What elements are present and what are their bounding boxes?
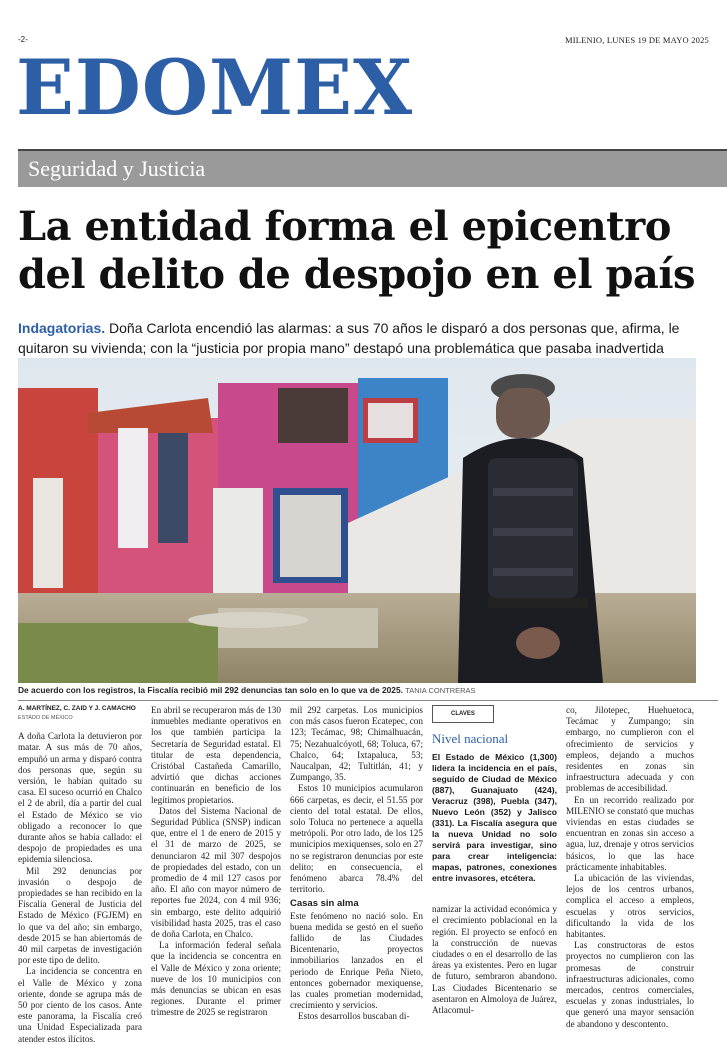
headline-line-1: La entidad forma el epicentro (18, 203, 671, 250)
paragraph: La incidencia se concentra en el Valle de México y zona oriente, donde se agrupa más de 50 por ciento de los casos. Ante este panorama, la Fiscalía creó una Unidad Especializada para atender estos ilícitos. (18, 966, 142, 1044)
paragraph: mil 292 carpetas. Los municipios con más casos fueron Ecatepec, con 123; Tecámac, 98; Chimalhuacán, 75; Nezahualcóyotl, 68; Toluca, 67; Chalco, 64; Ixtapaluca, 53; Naucalpan, 42; Tultitlán, 41; y Zumpango, 35. (290, 705, 423, 783)
paragraph: Estos 10 municipios acumularon 666 carpetas, es decir, el 51.55 por ciento del total estatal. De ellos, solo Toluca no pertenece a aquella metrópoli. Por otro lado, de los 125 municipios mexiquenses, solo en 27 no se registraron denuncias por este delito; en consecuencia, el fenómeno abarca 78.4% del territorio. (290, 783, 423, 895)
deck-kicker: Indagatorias. (18, 320, 106, 336)
subhead: Casas sin alma (290, 898, 359, 910)
paragraph: Este fenómeno no nació solo. En buena medida se gestó en el sueño fallido de las Ciudades Bicentenario, proyectos inmobiliarios lanzados en el periodo de Enrique Peña Nieto, entonces gobernador mexiquense, las cuales prometían modernidad, crecimiento y servicios. (290, 910, 423, 1011)
article-column-4 (432, 705, 557, 1016)
deck-text: Doña Carlota encendió las alarmas: a sus 70 años le disparó a dos personas que, afirma, le quitaron su vivienda; con la “justicia por propia mano” destapó una problemática que pasaba inadvertida (18, 320, 680, 356)
paragraph: Estos desarrollos buscaban di- (298, 1011, 410, 1022)
paragraph: La ubicación de las viviendas, lejos de los centros urbanos, complica el acceso a empleos, escuelas y otros servicios, dificultando la vida de los habitantes. (566, 873, 694, 940)
sidebar-title: Nivel nacional (432, 731, 509, 746)
paragraph: namizar la actividad económica y el crecimiento poblacional en la región. El proyecto se enfocó en la construcción de nuevas ciudades o en el desarrollo de las áreas ya existentes. Pero en lugar de futuro, sembraron abandono. Las Ciudades Bicentenario se asentaron en Almoloya de Juárez, Atlacomul- (432, 904, 557, 1016)
paragraph: Las constructoras de estos proyectos no cumplieron con las promesas de construir infraestructuras adicionales, como mercados, centros comerciales, escuelas y zonas industriales, lo que generó una mayor sensación de abandono y descontento. (566, 940, 694, 1029)
byline-location: ESTADO DE MÉXICO (18, 715, 73, 721)
paragraph: La información federal señala que la incidencia se concentra en el Valle de México y zona oriente; nueve de los 10 municipios con más denuncias se ubican en esas regiones. Durante el primer trimestre de 2025 se registraron (151, 940, 281, 1018)
divider (18, 700, 718, 701)
photo-credit: TANIA CONTRERAS (405, 686, 476, 695)
section-bar (18, 149, 727, 187)
paragraph: Datos del Sistema Nacional de Seguridad Pública (SNSP) indican que, entre el 1 de enero de 2015 y el 31 de marzo de 2025, se denunciaron 42 mil 307 despojos de propiedades del estado, con un promedio de 4 mil 127 casos por año. El año con mayor número de reportes fue 2024, con 4 mil 936; sin embargo, este delito adquirió visibilidad hasta 2025, tras el caso de doña Carlota, en Chalco. (151, 805, 281, 940)
masthead: EDOMEX (16, 43, 414, 132)
claves-box: CLAVES (432, 705, 494, 723)
byline: A. MARTÍNEZ, C. ZAID Y J. CAMACHO (18, 705, 136, 712)
paragraph: Mil 292 denuncias por invasión o despojo de propiedades se han recibido en la Fiscalía General de Justicia del Estado de México (FGJEM) en lo que va del año; sin embargo, desde 2015 se han abiertomás de 40 mil carpetas de investigación por este tipo de delito. (18, 865, 142, 966)
paragraph: En abril se recuperaron más de 130 inmuebles mediante operativos en los que también participa la Secretaría de Seguridad estatal. El titular de esta dependencia, Cristóbal Castañeda Camarillo, advirtió que dichas acciones continuarán en beneficio de los legítimos propietarios. (151, 705, 281, 805)
article-column-5 (566, 705, 694, 1030)
deck (18, 318, 718, 358)
paragraph: En un recorrido realizado por MILENIO se constató que muchas viviendas en estas ciudades se encuentran en zonas sin acceso a agua, luz, drenaje y otros servicios básicos, lo que las hace prácticamente inhabitables. (566, 794, 694, 872)
article-column-3 (290, 705, 423, 1023)
paragraph: co, Jilotepec, Huehuetoca, Tecámac y Zumpango; sin embargo, no cumplieron con el ofrecimiento de servicios y empleos, dejando a muchos residentes en zonas sin infraestructura adecuada y con problemas de accesibilidad. (566, 705, 694, 794)
article-photo (18, 358, 696, 683)
page-number: -2- (18, 35, 28, 44)
article-column-1 (18, 705, 142, 1045)
paragraph: A doña Carlota la detuvieron por matar. A sus más de 70 años, empuñó un arma y disparó contra dos personas que, según su versión, le habían quitado su casa. El suceso ocurrió en Chalco el 2 de abril, día a partir del cual el Estado de México se vio obligado a reconocer lo que durante años se había callado: el despojo de propiedades es una epidemia silenciosa. (18, 731, 142, 865)
sidebar-text: El Estado de México (1,300) lidera la incidencia en el país, seguido de Ciudad de México (887), Guanajuato (424), Veracruz (398), Puebla (347), Nuevo León (352) y Jalisco (331). La Fiscalía asegura que la nueva Unidad no solo servirá para investigar, sino para crear inteligencia: mapas, patrones, conexiones entre invasores, etcétera. (432, 752, 557, 884)
date-line: MILENIO, LUNES 19 DE MAYO 2025 (564, 35, 709, 45)
article-column-2 (151, 705, 281, 1019)
section-label: Seguridad y Justicia (28, 156, 206, 181)
headline-line-2: del delito de despojo en el país (18, 251, 696, 298)
photo-illustration (18, 358, 696, 683)
caption-text: De acuerdo con los registros, la Fiscalía recibió mil 292 denuncias tan solo en lo que va de 2025. (18, 685, 403, 695)
headline (18, 203, 718, 299)
photo-caption (18, 685, 718, 695)
